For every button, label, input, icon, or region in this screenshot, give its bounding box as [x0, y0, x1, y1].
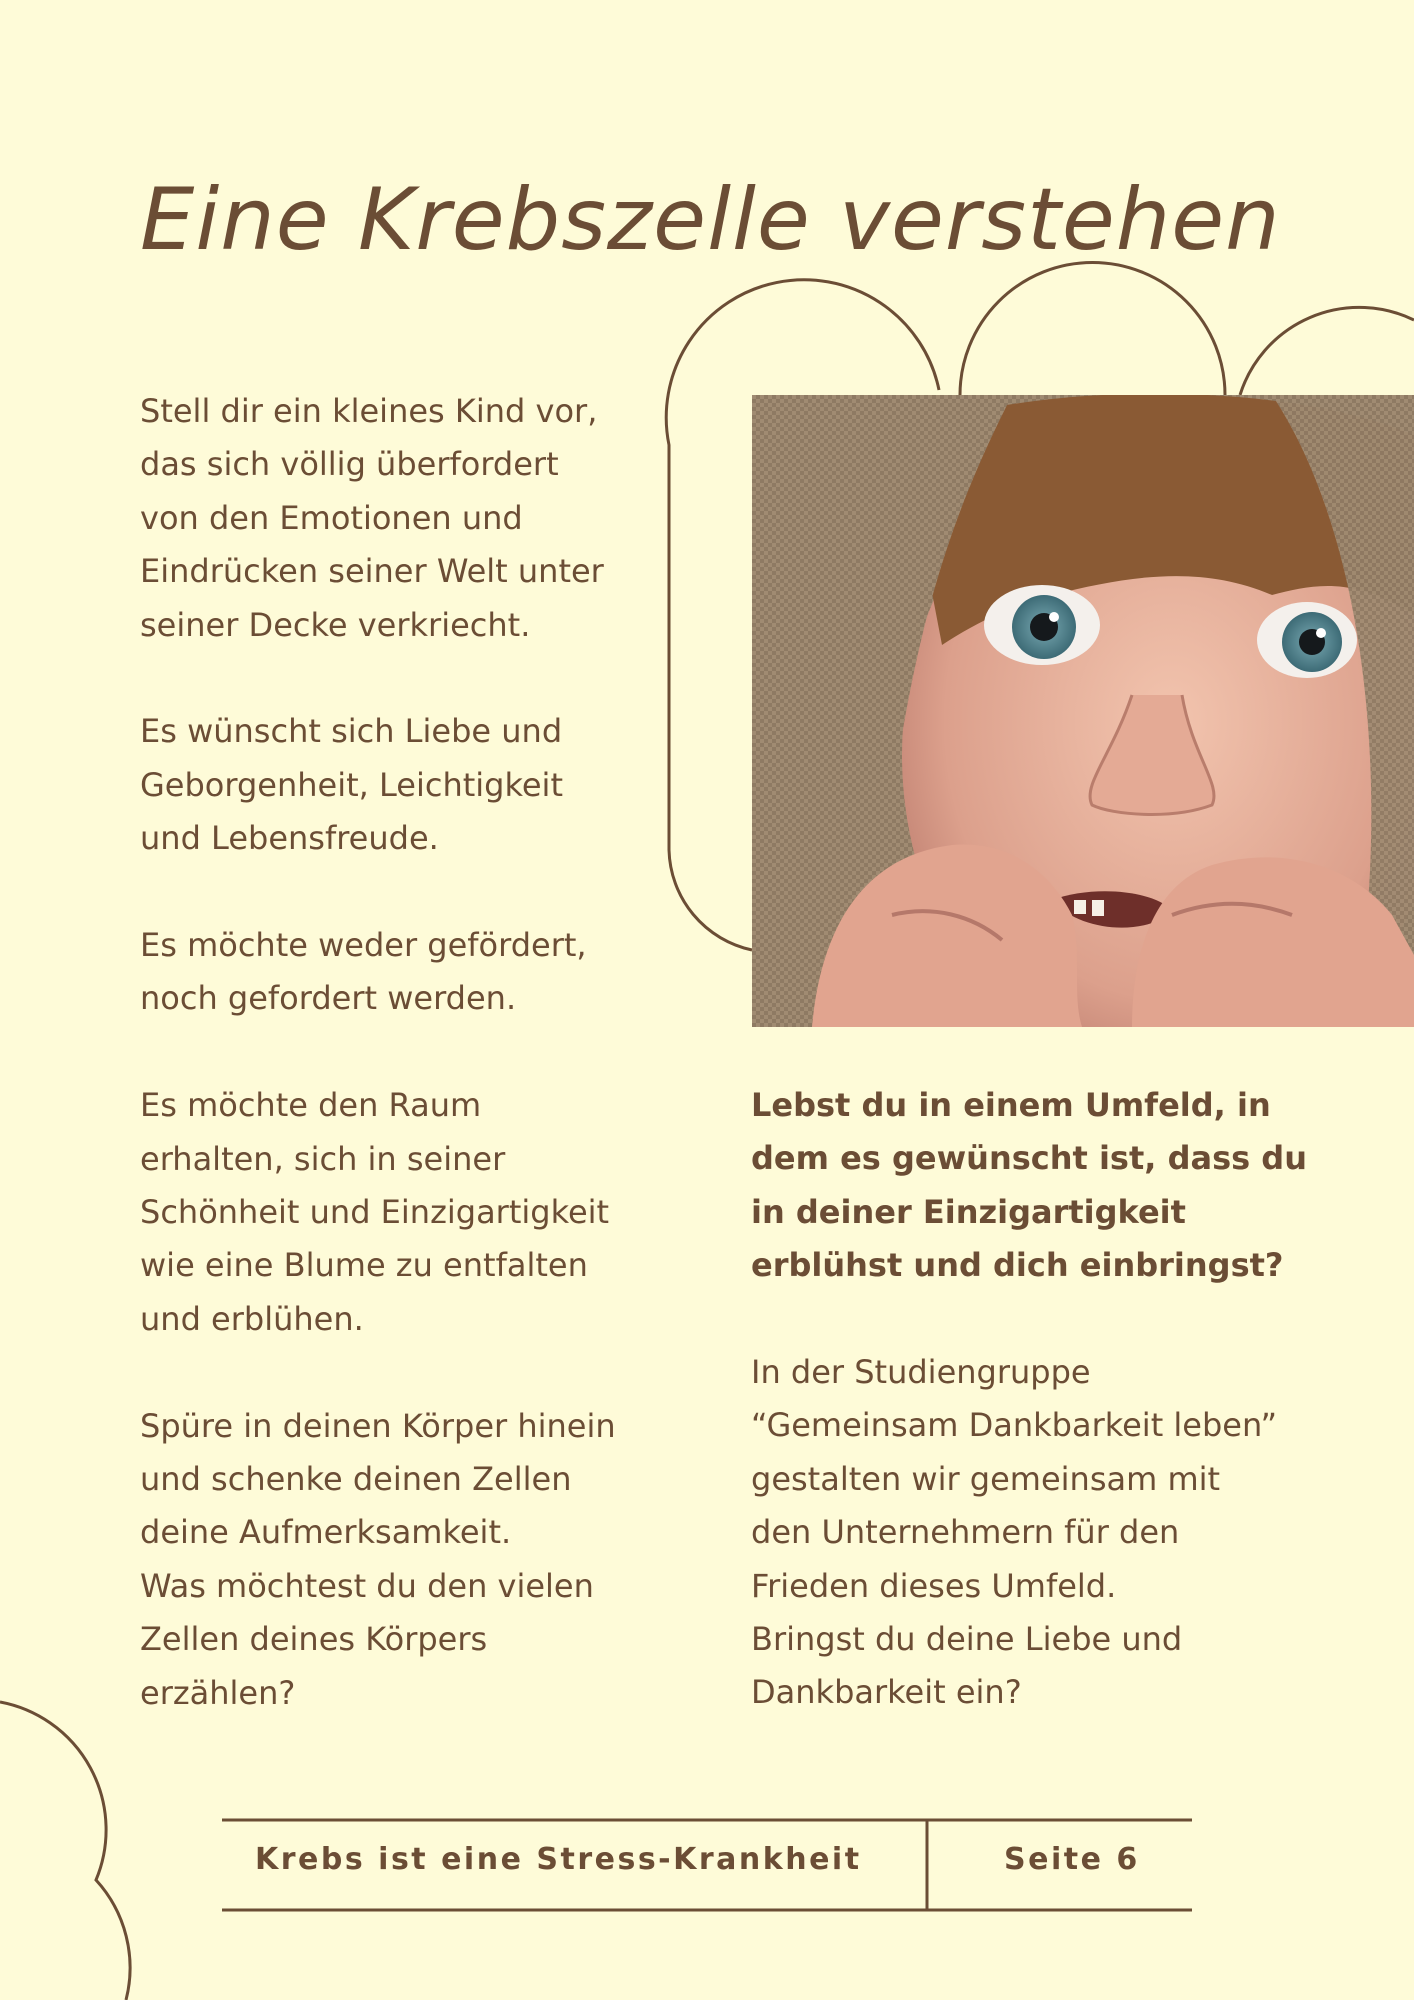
paragraph-intro: Stell dir ein kleines Kind vor, das sich völlig überfordert von den Emotionen und Eindrücken seiner Welt unter seiner Decke verkriecht. — [140, 392, 604, 644]
paragraph-demands: Es möchte weder gefördert, noch gefordert werden. — [140, 926, 587, 1018]
page-title: Eine Krebszelle verstehen — [140, 170, 1281, 270]
page-number: Seite 6 — [1004, 1842, 1140, 1877]
corner-scallop — [0, 1702, 130, 2000]
footer-title: Krebs ist eine Stress-Krankheit — [255, 1842, 862, 1877]
paragraph-body: Spüre in deinen Körper hinein und schenke deinen Zellen deine Aufmerksamkeit. Was möchtest du den vielen Zellen deines Körpers erzählen? — [140, 1406, 616, 1712]
arch-middle — [960, 263, 1225, 396]
paragraph-wishes: Es wünscht sich Liebe und Geborgenheit, Leichtigkeit und Lebensfreude. — [140, 712, 563, 858]
arch-right — [1240, 307, 1414, 395]
right-column — [751, 1079, 1361, 1720]
child-peeking-illustration — [752, 395, 1414, 1027]
paragraph-space: Es möchte den Raum erhalten, sich in seiner Schönheit und Einzigartigkeit wie eine Blume zu entfalten und erblühen. — [140, 1086, 610, 1338]
child-photo — [752, 395, 1414, 1027]
left-column — [140, 385, 680, 1720]
highlight-question: Lebst du in einem Umfeld, in dem es gewünscht ist, dass du in deiner Einzigartigkeit erblühst und dich einbringst? — [751, 1086, 1307, 1285]
right-paragraph: In der Studiengruppe “Gemeinsam Dankbarkeit leben” gestalten wir gemeinsam mit den Unternehmern für den Frieden dieses Umfeld. Bringst du deine Liebe und Dankbarkeit ein? — [751, 1353, 1278, 1712]
